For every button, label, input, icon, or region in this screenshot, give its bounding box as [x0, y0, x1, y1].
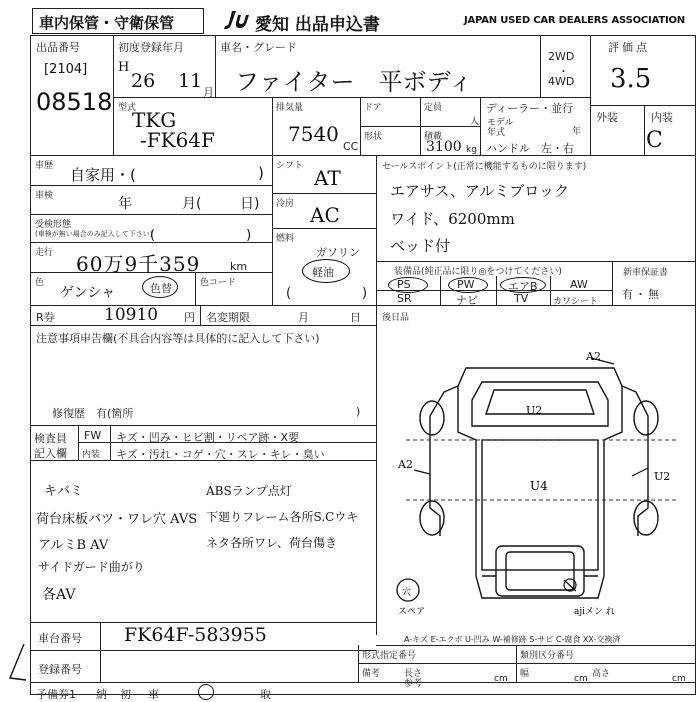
after-fit-label: 後日品 [382, 313, 410, 323]
selling-points-label: セールスポイント(正常に機能するものに限ります) [382, 162, 587, 172]
capacity-label: 定員 [424, 103, 443, 113]
width-unit: cm [574, 674, 588, 684]
strip-2: 納 [96, 688, 107, 701]
load-unit: kg [466, 145, 477, 155]
lot-label: 出品番号 [36, 41, 80, 54]
registration-era: H [118, 60, 130, 75]
rating-score: 3.5 [610, 64, 652, 94]
history-value: 自家用・( [70, 166, 136, 184]
chassis-label: 車台番号 [38, 632, 82, 645]
history-label: 車歴 [35, 161, 54, 171]
inspection-label: 車検 [35, 191, 54, 201]
height-unit: cm [672, 674, 686, 684]
tag-note: ajiメン れ [574, 607, 615, 617]
selling-point-2: ワイド、6200mm [390, 210, 515, 228]
mark-a2-top: A2 [586, 350, 601, 363]
model-label: 車名・グレード [220, 41, 297, 54]
exterior-label: 外装 [596, 111, 618, 124]
height-label: 高さ [592, 669, 611, 679]
history-close: ) [258, 164, 264, 182]
equip-pw: PW [457, 278, 475, 291]
lot-code: [2104] [44, 62, 88, 77]
spare-label: スペア [398, 607, 426, 617]
dealer-label: ディーラー・並行 [486, 102, 574, 115]
recycle-unit: 円 [184, 311, 195, 324]
inspector-label-1: 検査員 [34, 432, 67, 445]
warranty-value: 有・無 [622, 288, 661, 301]
strip-1: 予備券1 [36, 688, 76, 701]
damage-legend: A-キズ E-エクボ U-凹み W-補修跡 S-サビ C-腐食 XX-交換済 [404, 635, 621, 644]
storage-title: 車内保管・守衛保管 [39, 14, 175, 32]
interior-label: 内装 [651, 111, 673, 124]
inspection-month-unit: 月( [182, 196, 202, 212]
receipt-paren: ( ) [150, 228, 252, 243]
equipment-label: 装備品(純正品に限り◎をつけてください) [394, 267, 562, 277]
equip-leather: カワシート [553, 297, 599, 307]
model-year-unit: 年 [572, 127, 582, 137]
mark-u2-right: U2 [654, 470, 671, 483]
association-title: 愛知 出品申込書 [255, 15, 380, 35]
load-label: 積載 [424, 132, 443, 142]
fuel-label: 燃料 [276, 234, 295, 244]
inspection-year-unit: 年 [118, 196, 132, 212]
category-label: 類別区分番号 [520, 651, 575, 661]
ju-logo-icon [222, 9, 252, 31]
registration-year: 26 [131, 70, 156, 92]
shift-value: AT [314, 166, 341, 190]
fw-items: キズ・凹み・ヒビ割・リペア跡・X要 [116, 431, 300, 444]
door-label: ドア [364, 103, 382, 113]
inspector-note-2: 荷台床板バツ・ワレ穴 AVS [36, 512, 198, 527]
fuel-gas: ガソリン [316, 246, 360, 259]
recycle-label: R券 [36, 311, 55, 324]
name-change-day: 日 [350, 311, 361, 324]
name-change-month: 月 [298, 311, 309, 324]
drive-2wd: 2WD [548, 50, 575, 63]
chassis-value: FK64F-583955 [124, 624, 267, 646]
type-label: 型式 [118, 103, 137, 113]
color-change-label: 色替 [150, 282, 172, 295]
interior-check-label: 内装 [82, 450, 101, 460]
registration-label: 初度登録年月 [118, 41, 184, 54]
mark-u2-top: U2 [526, 404, 543, 417]
color-value: ゲンシャ [60, 285, 116, 301]
inspector-note-1: キバミ [44, 484, 84, 499]
equip-aw: AW [570, 278, 588, 291]
color-code-label: 色コード [200, 278, 237, 288]
aircon-value: AC [310, 203, 340, 227]
reference-label: 参考 [404, 679, 423, 689]
margin-scribble [4, 640, 30, 700]
model-value: ファイター 平ボディ [235, 68, 473, 96]
strip-5: 取 [260, 688, 271, 701]
vehicle-diagram [386, 340, 692, 620]
equip-ps: PS [397, 278, 411, 291]
width-label: 幅 [520, 669, 530, 679]
ju-logo [222, 9, 252, 31]
capacity-unit: 人 [470, 117, 480, 127]
equip-airbag: エアB [508, 280, 538, 293]
load-value: 3100 [426, 139, 462, 155]
shift-label: シフト [276, 161, 304, 171]
selling-point-1: エアサス、アルミブロック [390, 182, 569, 200]
displacement-label: 排気量 [276, 103, 304, 113]
length-label: 長さ [404, 669, 423, 679]
displacement-value: 7540 [288, 122, 339, 146]
type-line1: TKG [132, 108, 177, 132]
receipt-label: 受検形態 [35, 220, 72, 230]
interior-items: キズ・汚れ・コゲ・穴・スレ・キレ・臭い [116, 448, 325, 461]
mileage-label: 走行 [35, 248, 54, 258]
strip-circle [198, 684, 214, 700]
fw-label: FW [84, 429, 102, 442]
inspector-note-4: サイドガード曲がり [38, 560, 145, 574]
name-change-label: 名変期限 [206, 311, 250, 324]
strip-4: 車 [148, 688, 159, 701]
drive-4wd: 4WD [548, 75, 575, 88]
selling-point-3: ベッド付 [390, 237, 451, 255]
length-unit: cm [494, 674, 508, 684]
equip-navi: ナビ [456, 294, 478, 307]
repair-history-close: ) [356, 405, 361, 418]
rating-label: 評価点 [608, 41, 650, 54]
inspection-day-unit: 日) [240, 196, 260, 212]
model-year-l2: 年式 [487, 128, 506, 138]
registration-month-unit: 月 [203, 86, 214, 99]
inspector-label-2: 記入欄 [34, 447, 67, 460]
inspector-note-3: アルミB AV [38, 538, 109, 553]
equip-tv: TV [514, 292, 529, 305]
color-label: 色 [35, 278, 45, 288]
equip-sr: SR [397, 292, 412, 305]
association-english: JAPAN USED CAR DEALERS ASSOCIATION [464, 15, 685, 26]
aircon-label: 冷房 [276, 199, 295, 209]
model-year-l1: モデル [487, 118, 514, 128]
shape-label: 形状 [364, 132, 383, 142]
fuel-diesel: 軽油 [312, 266, 334, 279]
receipt-note: (車検が無い場合のみ記入して下さい) [35, 230, 153, 238]
interior-value: C [646, 128, 663, 153]
warranty-label: 新車保証書 [623, 268, 669, 278]
mark-a2-left: A2 [398, 458, 413, 471]
inspector-note-6: ABSランプ点灯 [206, 484, 292, 498]
fuel-close-paren: ) [362, 286, 368, 301]
repair-history: 修復歴 有(箇所 [52, 407, 134, 420]
handle-label: ハンドル 左・右 [486, 142, 574, 155]
form-spec-label: 形式指定番号 [362, 651, 417, 661]
notes-label: 注意事項申告欄(不具合内容等は具体的に記入して下さい) [36, 332, 320, 345]
type-line2: -FK64F [140, 128, 215, 152]
registration-month: 11 [178, 70, 203, 92]
inspector-note-7: 下廻りフレーム各所S.Cウキ [206, 510, 359, 524]
notes-label-bottom: 備考 [362, 669, 381, 679]
recycle-value: 10910 [104, 305, 159, 325]
inspector-note-8: ネタ各所ワレ、荷台傷き [206, 536, 338, 550]
lot-number: 08518 [36, 88, 113, 116]
fuel-open-paren: ( [286, 286, 292, 301]
mileage-value: 60万9千359 [76, 252, 201, 276]
spare-mark: 穴 [402, 588, 412, 598]
mileage-unit: km [230, 260, 248, 273]
drive-dot: ・ [558, 65, 569, 78]
mark-u4-bed: U4 [530, 479, 548, 493]
inspector-note-5: 各AV [42, 587, 76, 603]
storage-banner [32, 8, 204, 34]
registration-number-label: 登録番号 [38, 663, 82, 676]
displacement-unit: CC [343, 140, 359, 153]
strip-3: 初 [120, 688, 131, 701]
